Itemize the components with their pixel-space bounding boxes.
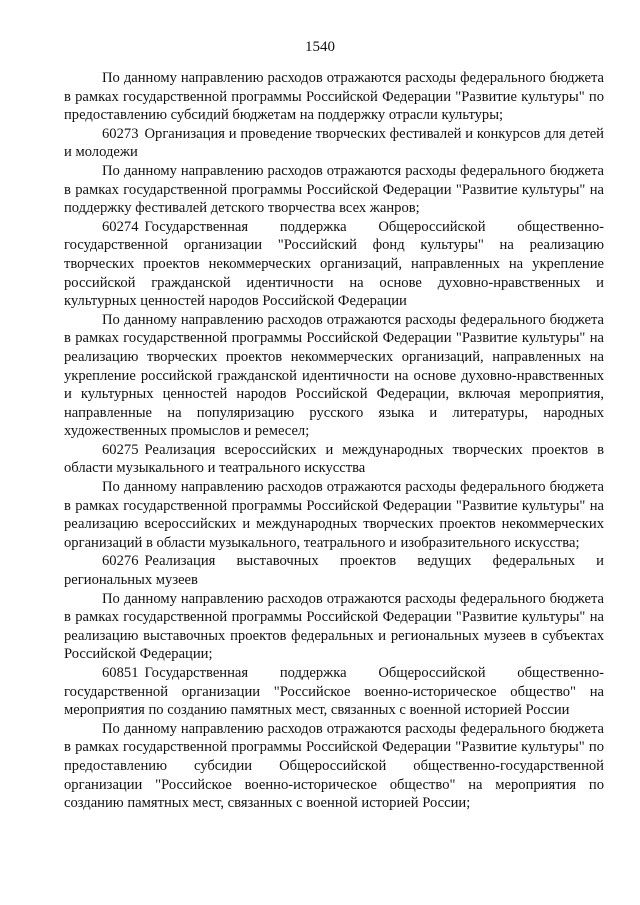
paragraph bbox=[64, 162, 604, 218]
page-number: 1540 bbox=[305, 39, 335, 55]
paragraph-text: По данному направлению расходов отражаются расходы федерального бюджета в рамках государственной программы Российской Федерации "Развитие культуры" на реализацию всероссийских и международных творческих проектов некоммерческих организаций в области музыкального, театрального и изобразительного искусства; bbox=[64, 479, 604, 551]
expense-code-heading bbox=[64, 125, 604, 162]
expense-code: 60851 bbox=[102, 665, 139, 681]
expense-code-heading bbox=[64, 441, 604, 478]
expense-code: 60276 bbox=[102, 553, 139, 570]
paragraph-text: По данному направлению расходов отражаются расходы федерального бюджета в рамках государственной программы Российской Федерации "Развитие культуры" на реализацию творческих проектов некоммерческих организаций, направленных на укрепление российской гражданской идентичности на основе духовно-нравственных и культурных ценностей народов Российской Федерации, включая мероприятия, направленные на популяризацию русского языка и литературы, народных художественных промыслов и ремесел; bbox=[64, 311, 604, 440]
expense-code-title: Реализация всероссийских и международных творческих проектов в области музыкального и театрального искусства bbox=[64, 441, 604, 477]
expense-code-heading bbox=[64, 664, 604, 720]
paragraph bbox=[64, 590, 604, 664]
expense-code-heading bbox=[64, 552, 604, 589]
paragraph bbox=[64, 311, 604, 441]
paragraph bbox=[64, 69, 604, 125]
paragraph bbox=[64, 478, 604, 552]
expense-code: 60273 bbox=[102, 125, 139, 142]
expense-code-title: Государственная поддержка Общероссийской общественно-государственной организации "Российское военно-историческое общество" на мероприятия по созданию памятных мест, связанных с военной историей России bbox=[64, 665, 604, 719]
expense-code: 60274 bbox=[102, 218, 139, 235]
expense-code-title: Реализация выставочных проектов ведущих федеральных и региональных музеев bbox=[64, 553, 604, 589]
paragraph-text: По данному направлению расходов отражаются расходы федерального бюджета в рамках государственной программы Российской Федерации "Развитие культуры" на поддержку фестивалей детского творчества всех жанров; bbox=[64, 162, 604, 217]
paragraph-text: По данному направлению расходов отражаются расходы федерального бюджета в рамках государственной программы Российской Федерации "Развитие культуры" по предоставлению субсидии Общероссийской общественно-государственной организации "Российское военно-историческое общество" на мероприятия по созданию памятных мест, связанных с военной историей России; bbox=[64, 720, 604, 812]
expense-code-title: Организация и проведение творческих фестивалей и конкурсов для детей и молодежи bbox=[64, 125, 604, 161]
paragraph-text: По данному направлению расходов отражаются расходы федерального бюджета в рамках государственной программы Российской Федерации "Развитие культуры" по предоставлению субсидий бюджетам на поддержку отрасли культуры; bbox=[64, 70, 604, 124]
document-body bbox=[64, 69, 604, 813]
expense-code-title: Государственная поддержка Общероссийской общественно-государственной организации "Российский фонд культуры" на реализацию творческих проектов некоммерческих организаций, направленных на укрепление российской гражданской идентичности на основе духовно-нравственных и культурных ценностей народов Российской Федерации bbox=[64, 218, 604, 310]
expense-code-heading bbox=[64, 218, 604, 311]
expense-code: 60275 bbox=[102, 441, 139, 458]
paragraph-text: По данному направлению расходов отражаются расходы федерального бюджета в рамках государственной программы Российской Федерации "Развитие культуры" на реализацию выставочных проектов федеральных и региональных музеев в субъектах Российской Федерации; bbox=[64, 590, 604, 663]
paragraph bbox=[64, 720, 604, 813]
